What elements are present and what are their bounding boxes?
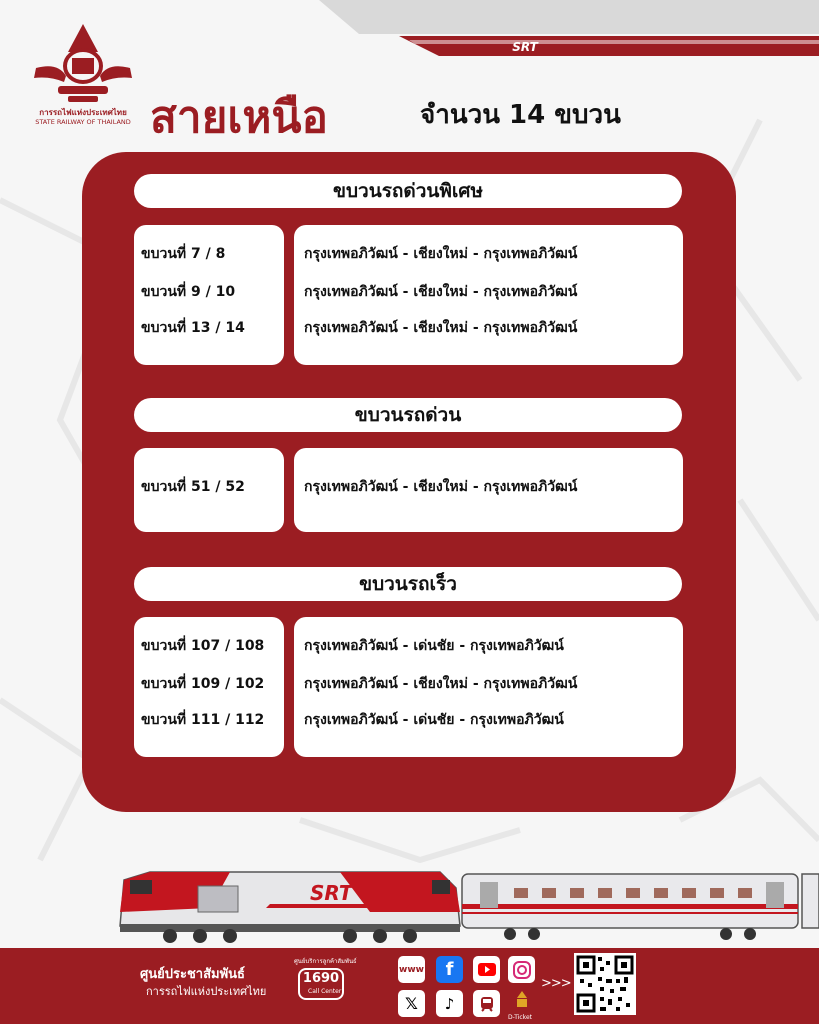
srt-logo [28, 22, 138, 134]
train-number: ขบวนที่ 9 / 10 [141, 284, 236, 300]
route-box [294, 617, 683, 757]
arrows-icon: >>> [541, 976, 571, 991]
schedule-panel [82, 152, 736, 812]
route-box [294, 225, 683, 365]
train-number: ขบวนที่ 51 / 52 [141, 479, 245, 495]
train-number: ขบวนที่ 107 / 108 [141, 638, 265, 654]
youtube-icon[interactable] [473, 956, 500, 983]
route-box [294, 448, 683, 532]
call-center-label: Call Center [308, 988, 342, 995]
srt-emblem-icon [28, 22, 138, 106]
locomotive-logo: SRT [310, 881, 353, 905]
route-text: กรุงเทพอภิวัฒน์ - เด่นชัย - กรุงเทพอภิวัฒน์ [304, 638, 564, 654]
train-number: ขบวนที่ 111 / 112 [141, 712, 265, 728]
pr-center-subtitle: การรถไฟแห่งประเทศไทย [146, 985, 267, 998]
locomotive [120, 872, 460, 943]
website-icon[interactable]: www [398, 956, 425, 983]
train-illustration [110, 868, 819, 948]
route-text: กรุงเทพอภิวัฒน์ - เชียงใหม่ - กรุงเทพอภิวัฒน์ [304, 284, 578, 300]
train-number: ขบวนที่ 13 / 14 [141, 320, 245, 336]
instagram-icon[interactable] [508, 956, 535, 983]
d-ticket-icon[interactable] [508, 990, 535, 1012]
route-text: กรุงเทพอภิวัฒน์ - เชียงใหม่ - กรุงเทพอภิวัฒน์ [304, 320, 578, 336]
route-text: กรุงเทพอภิวัฒน์ - เชียงใหม่ - กรุงเทพอภิวัฒน์ [304, 676, 578, 692]
section-heading-express: ขบวนรถด่วน [134, 398, 682, 432]
logo-text-thai: การรถไฟแห่งประเทศไทย [39, 108, 127, 117]
train-number-box [134, 617, 284, 757]
train-number-box [134, 225, 284, 365]
route-text: กรุงเทพอภิวัฒน์ - เชียงใหม่ - กรุงเทพอภิวัฒน์ [304, 479, 578, 495]
footer-bar [0, 948, 819, 1024]
page-subtitle: จำนวน 14 ขบวน [420, 100, 621, 130]
train-number: ขบวนที่ 7 / 8 [141, 246, 226, 262]
train-app-icon[interactable] [473, 990, 500, 1017]
route-text: กรุงเทพอภิวัฒน์ - เชียงใหม่ - กรุงเทพอภิวัฒน์ [304, 246, 578, 262]
srt-badge: SRT [512, 40, 538, 54]
section-heading-special-express: ขบวนรถด่วนพิเศษ [134, 174, 682, 208]
section-heading-rapid: ขบวนรถเร็ว [134, 567, 682, 601]
train-number: ขบวนที่ 109 / 102 [141, 676, 265, 692]
passenger-car [462, 874, 819, 940]
x-icon[interactable]: 𝕏 [398, 990, 425, 1017]
call-center-number[interactable]: 1690 [298, 968, 344, 1000]
train-number-box [134, 448, 284, 532]
pr-center-title: ศูนย์ประชาสัมพันธ์ [140, 967, 245, 982]
logo-text-english: STATE RAILWAY OF THAILAND [35, 118, 131, 126]
d-ticket-label: D-Ticket [508, 1014, 532, 1021]
call-center-caption: ศูนย์บริการลูกค้าสัมพันธ์ [294, 958, 357, 965]
facebook-icon[interactable]: f [436, 956, 463, 983]
qr-code[interactable] [574, 953, 636, 1015]
route-text: กรุงเทพอภิวัฒน์ - เด่นชัย - กรุงเทพอภิวัฒน์ [304, 712, 564, 728]
page-title: สายเหนือ [150, 92, 328, 143]
tiktok-icon[interactable]: ♪ [436, 990, 463, 1017]
